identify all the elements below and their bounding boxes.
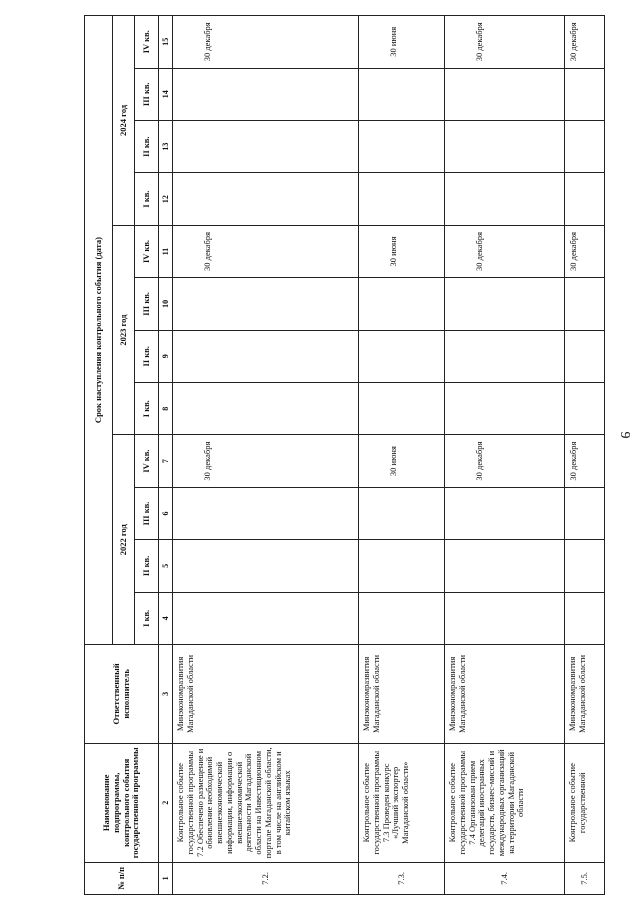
column-number: 7 — [159, 435, 173, 487]
column-number: 6 — [159, 487, 173, 539]
quarter-cell — [565, 173, 605, 225]
quarter-cell: 30 декабря — [445, 16, 565, 69]
column-number: 4 — [159, 592, 173, 644]
quarter-cell — [565, 330, 605, 382]
quarter-cell — [565, 120, 605, 172]
event-name: Контрольное событие государственной — [565, 743, 605, 862]
quarter-cell: 30 декабря — [173, 435, 359, 487]
column-number: 15 — [159, 16, 173, 69]
header-deadline: Срок наступления контрольного события (дата) — [85, 16, 113, 645]
quarter-cell — [565, 278, 605, 330]
quarter-cell — [359, 68, 445, 120]
row-number: 7.4. — [445, 862, 565, 894]
table-row — [445, 16, 565, 895]
quarter-cell — [173, 383, 359, 435]
quarter-cell — [173, 120, 359, 172]
quarter-cell — [565, 540, 605, 592]
table-row — [359, 16, 445, 895]
row-number: 7.5. — [565, 862, 605, 894]
quarter-cell: 30 декабря — [445, 225, 565, 277]
quarter-cell — [359, 120, 445, 172]
header-quarter: IV кв. — [135, 16, 159, 69]
executor: Минэкономразвития Магаданской области — [173, 645, 359, 744]
column-number: 3 — [159, 645, 173, 744]
header-quarter: II кв. — [135, 120, 159, 172]
column-number: 5 — [159, 540, 173, 592]
executor: Минэкономразвития Магаданской области — [359, 645, 445, 744]
column-number: 11 — [159, 225, 173, 277]
quarter-cell — [173, 540, 359, 592]
quarter-cell: 30 декабря — [445, 435, 565, 487]
quarter-cell — [445, 120, 565, 172]
quarter-cell — [445, 278, 565, 330]
quarter-cell — [359, 173, 445, 225]
quarter-cell — [359, 383, 445, 435]
header-quarter: IV кв. — [135, 435, 159, 487]
quarter-cell: 30 декабря — [173, 225, 359, 277]
quarter-cell — [173, 487, 359, 539]
header-quarter: III кв. — [135, 68, 159, 120]
executor: Минэкономразвития Магаданской области — [445, 645, 565, 744]
header-number: № п/п — [85, 862, 159, 894]
executor: Минэкономразвития Магаданской области — [565, 645, 605, 744]
quarter-cell — [359, 330, 445, 382]
quarter-cell — [359, 592, 445, 644]
quarter-cell: 30 декабря — [173, 16, 359, 69]
quarter-cell — [173, 68, 359, 120]
quarter-cell — [173, 173, 359, 225]
header-quarter: II кв. — [135, 540, 159, 592]
event-name: Контрольное событие государственной программы 7.2 Обеспечено размещение и обновление необходимой внешнеэкономической информации, информации о внешнеэкономической деятельности Магаданской области на Инвестиционном портале Магаданской области, в том числе на английском и китайском языках — [173, 743, 359, 862]
header-quarter: I кв. — [135, 592, 159, 644]
quarter-cell — [445, 330, 565, 382]
table-row — [173, 16, 359, 895]
page-number: 9 — [617, 431, 632, 439]
header-executor: Ответственный исполнитель — [85, 645, 159, 744]
table-row — [565, 16, 605, 895]
quarter-cell — [445, 173, 565, 225]
header-quarter: I кв. — [135, 383, 159, 435]
header-year-2023: 2023 год — [113, 225, 135, 435]
header-quarter: III кв. — [135, 278, 159, 330]
quarter-cell — [445, 383, 565, 435]
quarter-cell — [565, 592, 605, 644]
header-quarter: II кв. — [135, 330, 159, 382]
control-events-table — [84, 15, 605, 895]
quarter-cell — [445, 487, 565, 539]
control-events-table-sheet — [84, 15, 604, 895]
quarter-cell — [565, 68, 605, 120]
quarter-cell: 30 июня — [359, 16, 445, 69]
quarter-cell: 30 декабря — [565, 16, 605, 69]
column-number: 9 — [159, 330, 173, 382]
quarter-cell: 30 июня — [359, 435, 445, 487]
event-name: Контрольное событие государственной программы 7.4 Организован прием делегаций иностранных государств, бизнес-миссий и международных организаций на территории Магаданской области — [445, 743, 565, 862]
event-name: Контрольное событие государственной программы 7.3 Проведен конкурс «Лучший экспортер Магаданской области» — [359, 743, 445, 862]
row-number: 7.3. — [359, 862, 445, 894]
quarter-cell — [445, 540, 565, 592]
quarter-cell — [173, 330, 359, 382]
quarter-cell: 30 декабря — [565, 435, 605, 487]
quarter-cell — [173, 592, 359, 644]
quarter-cell — [445, 592, 565, 644]
quarter-cell — [565, 383, 605, 435]
column-number: 10 — [159, 278, 173, 330]
header-year-2024: 2024 год — [113, 16, 135, 226]
quarter-cell — [445, 68, 565, 120]
header-quarter: III кв. — [135, 487, 159, 539]
column-number: 1 — [159, 862, 173, 894]
header-name: Наименование подпрограммы, контрольного события государственной программы — [85, 743, 159, 862]
quarter-cell — [173, 278, 359, 330]
quarter-cell — [359, 487, 445, 539]
header-year-2022: 2022 год — [113, 435, 135, 645]
row-number: 7.2. — [173, 862, 359, 894]
column-number: 14 — [159, 68, 173, 120]
quarter-cell — [565, 487, 605, 539]
quarter-cell: 30 декабря — [565, 225, 605, 277]
quarter-cell: 30 июня — [359, 225, 445, 277]
header-quarter: I кв. — [135, 173, 159, 225]
quarter-cell — [359, 278, 445, 330]
column-number: 8 — [159, 383, 173, 435]
column-number: 2 — [159, 743, 173, 862]
quarter-cell — [359, 540, 445, 592]
column-number: 12 — [159, 173, 173, 225]
header-quarter: IV кв. — [135, 225, 159, 277]
column-number: 13 — [159, 120, 173, 172]
